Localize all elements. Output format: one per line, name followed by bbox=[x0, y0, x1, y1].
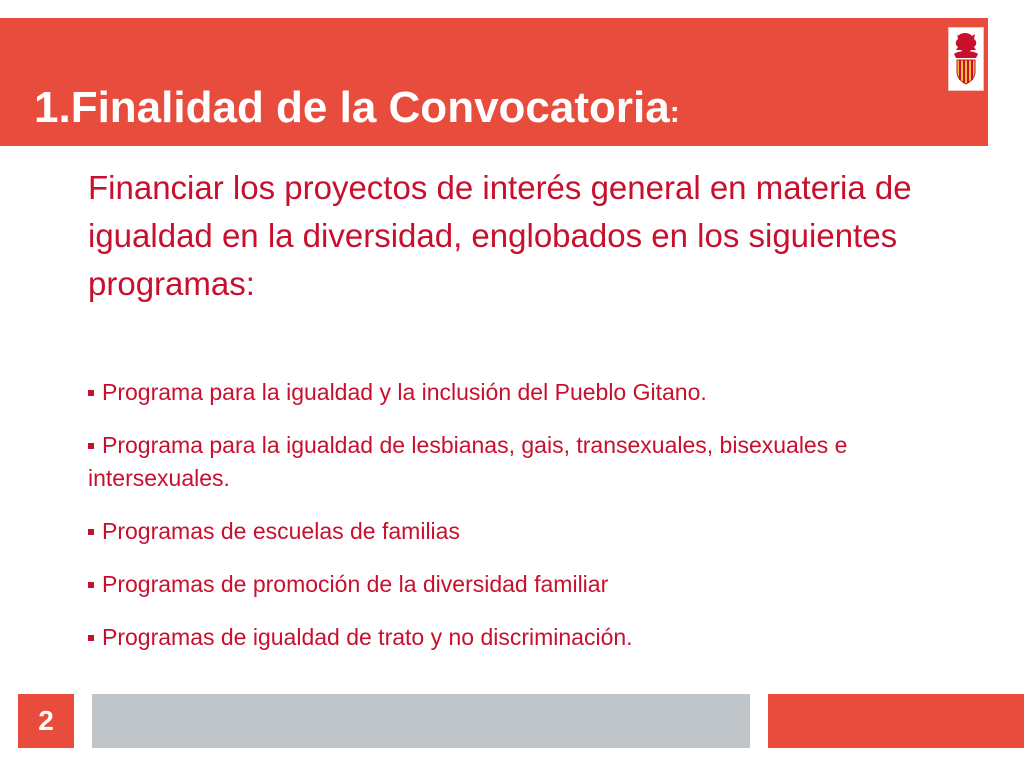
list-item bbox=[88, 376, 928, 409]
generalitat-emblem-icon bbox=[948, 27, 984, 91]
list-item bbox=[88, 621, 928, 654]
square-bullet-icon bbox=[88, 390, 94, 396]
square-bullet-icon bbox=[88, 529, 94, 535]
slide-title bbox=[34, 80, 680, 141]
list-item bbox=[88, 568, 928, 601]
emblem-graphic bbox=[949, 28, 983, 90]
slide-title-colon: : bbox=[669, 96, 680, 129]
intro-text: Financiar los proyectos de interés general en materia de igualdad en la diversidad, englobados en los siguientes programas: bbox=[88, 169, 912, 302]
square-bullet-icon bbox=[88, 582, 94, 588]
square-bullet-icon bbox=[88, 443, 94, 449]
list-item-text: Programa para la igualdad y la inclusión del Pueblo Gitano. bbox=[102, 379, 707, 405]
list-item-text: Programas de igualdad de trato y no discriminación. bbox=[102, 624, 633, 650]
square-bullet-icon bbox=[88, 635, 94, 641]
footer-red-bar bbox=[768, 694, 1024, 748]
list-item bbox=[88, 429, 928, 495]
page-number: 2 bbox=[38, 705, 54, 736]
footer-gray-bar bbox=[92, 694, 750, 748]
slide-title-text: 1.Finalidad de la Convocatoria bbox=[34, 83, 670, 132]
list-item bbox=[88, 515, 928, 548]
program-list bbox=[88, 376, 928, 654]
list-item-text: Programas de promoción de la diversidad familiar bbox=[102, 571, 609, 597]
list-item-text: Programa para la igualdad de lesbianas, gais, transexuales, bisexuales e intersexuales. bbox=[88, 432, 848, 491]
page-number-badge bbox=[18, 694, 74, 748]
list-item-text: Programas de escuelas de familias bbox=[102, 518, 460, 544]
